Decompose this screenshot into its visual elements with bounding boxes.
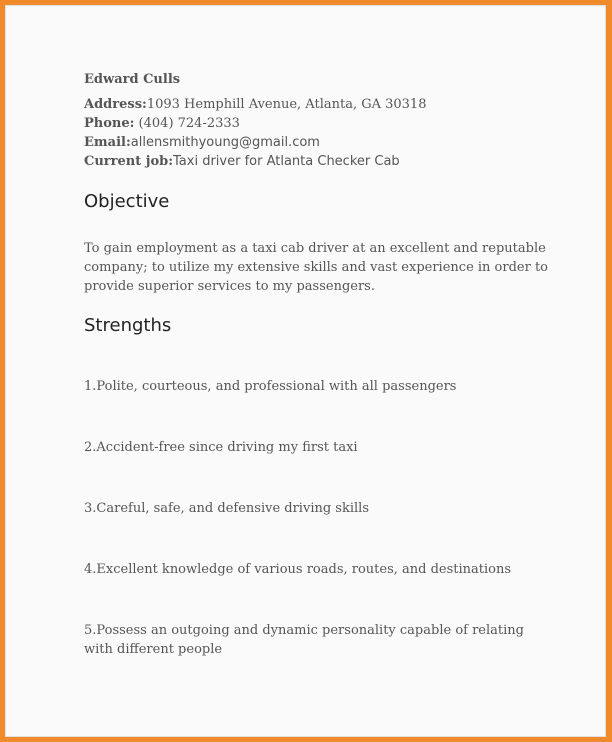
phone-line xyxy=(84,114,554,133)
document-page xyxy=(5,5,606,737)
current-job-line xyxy=(84,152,554,171)
candidate-name: Edward Culls xyxy=(84,72,181,87)
strength-item: 2.Accident-free since driving my first taxi xyxy=(84,440,358,455)
strength-item: 3.Careful, safe, and defensive driving skills xyxy=(84,501,369,516)
strengths-heading: Strengths xyxy=(84,315,172,336)
current-job-value: Taxi driver for Atlanta Checker Cab xyxy=(173,154,400,169)
address-value: 1093 Hemphill Avenue, Atlanta, GA 30318 xyxy=(146,97,427,112)
strengths-list xyxy=(84,377,554,659)
strength-item: 5.Possess an outgoing and dynamic personality capable of relating with different people xyxy=(84,623,524,657)
strength-item: 4.Excellent knowledge of various roads, routes, and destinations xyxy=(84,562,512,577)
email-line xyxy=(84,133,554,152)
phone-label: Phone: xyxy=(84,116,135,131)
objective-text: To gain employment as a taxi cab driver at an excellent and reputable company; to utilize my extensive skills and vast experience in order to provide superior services to my passengers. xyxy=(84,241,549,294)
address-line xyxy=(84,95,554,114)
address-label: Address: xyxy=(84,97,147,112)
strength-item: 1.Polite, courteous, and professional with all passengers xyxy=(84,379,457,394)
phone-value: (404) 724-2333 xyxy=(134,116,240,131)
email-value: allensmithyoung@gmail.com xyxy=(130,135,320,150)
email-label: Email: xyxy=(84,135,131,150)
objective-heading: Objective xyxy=(84,191,170,212)
current-job-label: Current job: xyxy=(84,154,174,169)
resume-content xyxy=(84,70,554,701)
